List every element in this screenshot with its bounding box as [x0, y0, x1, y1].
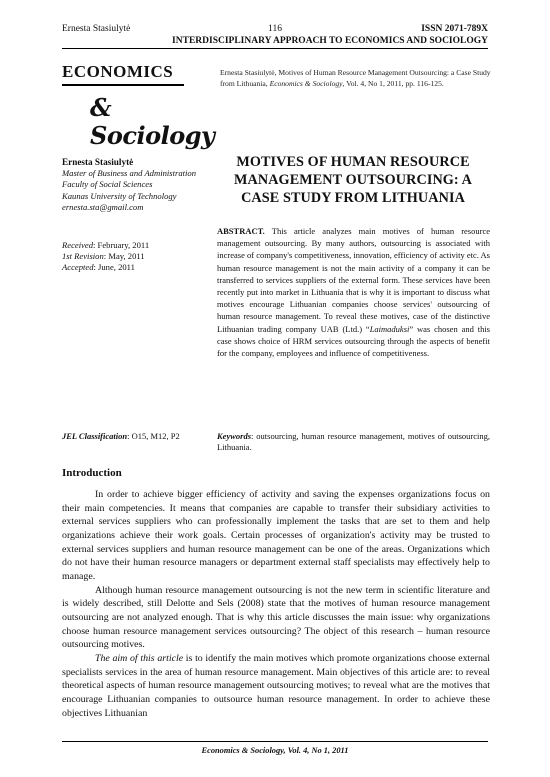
company-name: Laimaduksi — [369, 323, 410, 334]
received-date: Received: February, 2011 — [62, 240, 150, 250]
body-text — [62, 488, 490, 720]
header-rule — [62, 48, 488, 49]
page-number: 116 — [268, 24, 282, 34]
jel-classification: JEL Classification: O15, M12, P2 — [62, 431, 180, 441]
footer-rule — [62, 741, 488, 742]
author-affiliation — [62, 157, 212, 213]
running-head-journal: INTERDISCIPLINARY APPROACH TO ECONOMICS AND SOCIOLOGY — [172, 36, 488, 46]
accepted-date: Accepted: June, 2011 — [62, 262, 135, 273]
footer: Economics & Sociology, Vol. 4, No 1, 2011 — [201, 746, 349, 755]
citation-pre: Ernesta Stasiulytė, Motives of Human Resource Management Outsourcing: a Case Study from Lithuania, — [220, 68, 491, 88]
article-title: MOTIVES OF HUMAN RESOURCE MANAGEMENT OUTSOURCING: A CASE STUDY FROM LITHUANIA — [234, 154, 472, 206]
journal-logo — [62, 62, 215, 150]
running-head-author: Ernesta Stasiulytė — [62, 24, 131, 34]
logo-rule — [62, 84, 184, 86]
citation-post: , Vol. 4, No 1, 2011, pp. 116-125. — [342, 78, 444, 88]
author-university: Kaunas University of Technology — [62, 190, 177, 201]
author-faculty: Faculty of Social Sciences — [62, 179, 153, 190]
revision-date: 1st Revision: May, 2011 — [62, 251, 145, 262]
citation-journal: Economics & Sociology — [269, 78, 343, 88]
citation — [220, 68, 492, 89]
keywords: Keywords: outsourcing, human resource management, motives of outsourcing, Lithuania. — [217, 431, 490, 453]
abstract: ABSTRACT. This article analyzes main motives of human resource management outsourcing. By many authors, outsourcing is associated with increase of company's competitiveness, innovation, efficiency of activity etc. As human resource management is not the main activity of a company it can be transferred to services suppliers of the external form. These services have been recently put into market in Lithuania that is why it is important to discuss what motives encourage Lithuanian companies choose services' outsourcing of human resource management. To reveal these motives, case of the distinctive Lithuanian trading company UAB (Ltd.) “Laimaduksi” was chosen and this case shows choice of HRM services outsourcing through the aspects of benefit for the company, employees and influence of competitiveness. — [217, 226, 490, 359]
abstract-label: ABSTRACT. — [217, 226, 265, 236]
logo-script: & Sociology — [90, 93, 215, 150]
paragraph: Although human resource management outsourcing is not the new term in scientific literature and is widely described, still Delotte and Sels (2008) state that the motives of human resource management outsourcing are not analyzed enough. That is why this article discusses the main issue: why organizations choose human resource management services outsourcing? The object of this research – human resource outsourcing motives. — [62, 584, 490, 651]
author-name: Ernesta Stasiulytė — [62, 157, 134, 167]
paragraph: The aim of this article is to identify the main motives which promote organizations choose external specialists services in the area of human resource management. Main objectives of this article are: to reveal theoretical aspects of human resource management outsourcing motives; to reveal what are the motives that encourage Lithuanian companies to outsource human resource management. In order to achieve these objectives Lithuanian — [62, 652, 491, 719]
author-email[interactable]: ernesta.sta@gmail.com — [62, 201, 144, 212]
article-dates — [62, 240, 212, 274]
paragraph: In order to achieve bigger efficiency of activity and saving the expenses organizations focus on their main competencies. It means that companies are capable to transfer their subsidiary activities to external services suppliers who can professionally implement the tasks that are set to them and help organizations achieve their work goals. Certain processes of organization's activity may be trusted to external services suppliers and human resource management can be one of the areas. Organizations which do not have their human resource managers or department external staff specialists may effectively help to manage. — [62, 489, 490, 582]
author-position: Master of Business and Administration — [62, 168, 197, 179]
issn: ISSN 2071-789X — [421, 24, 488, 34]
logo-word: ECONOMICS — [62, 62, 174, 81]
section-heading: Introduction — [62, 467, 122, 479]
